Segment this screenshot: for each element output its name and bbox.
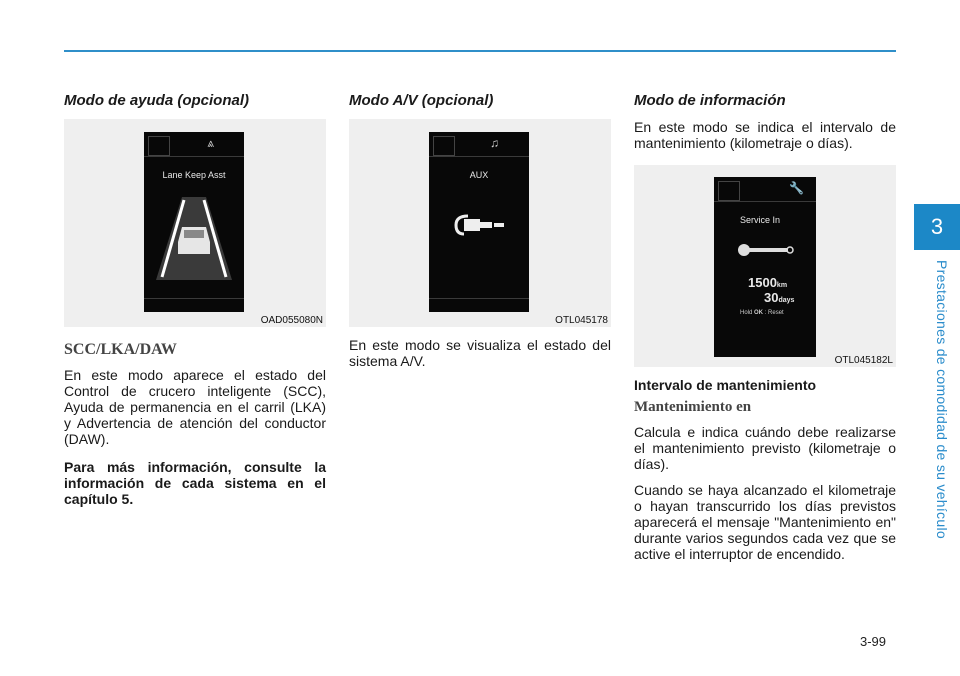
lane-assist-icon: ⩓ <box>207 136 214 150</box>
page-number: 3-99 <box>860 634 887 649</box>
column-info-mode <box>634 92 896 562</box>
km-value: 1500 <box>748 275 777 290</box>
cluster-screen <box>144 132 244 312</box>
chapter-number: 3 <box>930 214 944 239</box>
km-unit: km <box>776 282 788 289</box>
music-note-icon: ♫ <box>490 136 499 150</box>
screen-divider <box>144 156 244 157</box>
aux-plug-icon <box>454 210 506 240</box>
section-heading: Modo de ayuda (opcional) <box>64 92 250 109</box>
days-value: 30 <box>764 290 779 305</box>
subheading: SCC/LKA/DAW <box>64 341 177 358</box>
cluster-screen <box>714 177 816 357</box>
paragraph: Cuando se haya alcanzado el kilometraje o hayan transcurrido los días previstos aparecerá el mensaje "Mantenimiento en" durante varios segundos cada vez que se active el interruptor de encendido. <box>634 482 896 562</box>
figure-service <box>634 165 896 367</box>
hint-hold: Hold <box>740 310 753 316</box>
cluster-screen <box>429 132 529 312</box>
section-heading: Modo de información <box>634 92 786 109</box>
column-av-mode <box>349 92 611 369</box>
car-lanes-icon <box>144 192 244 282</box>
figure-label: OTL045182L <box>834 355 893 366</box>
figure-label: OTL045178 <box>555 315 608 326</box>
note-paragraph: Para más información, consulte la información de cada sistema en el capítulo 5. <box>64 459 326 507</box>
days-unit: days <box>778 297 795 304</box>
km-readout <box>748 275 787 290</box>
section-heading: Modo A/V (opcional) <box>349 92 494 109</box>
screen-divider <box>429 156 529 157</box>
reset-hint <box>740 310 784 316</box>
subheading-serif: Mantenimiento en <box>634 399 752 415</box>
figure-lane-keep <box>64 119 326 327</box>
wrench-icon: 🔧 <box>789 181 804 195</box>
screen-divider <box>429 298 529 299</box>
paragraph: Calcula e indica cuándo debe realizarse el mantenimiento previsto (kilometraje o días). <box>634 424 896 472</box>
chapter-tab <box>914 204 960 250</box>
intro-paragraph: En este modo se indica el intervalo de mantenimiento (kilometraje o días). <box>634 119 896 151</box>
screen-title: Service In <box>740 215 781 225</box>
paragraph: En este modo aparece el estado del Control de crucero inteligente (SCC), Ayuda de permanencia en el carril (LKA) y Advertencia de atención del conductor (DAW). <box>64 367 326 447</box>
screen-text: Lane Keep Asst <box>162 170 226 180</box>
screen-divider <box>144 298 244 299</box>
subheading: Intervalo de mantenimiento <box>634 377 817 393</box>
screen-square <box>148 136 170 156</box>
hint-ok: OK <box>754 310 764 316</box>
days-readout <box>764 290 794 305</box>
hint-reset: : Reset <box>764 310 784 316</box>
column-help-mode <box>64 92 326 507</box>
screen-divider <box>714 201 816 202</box>
paragraph: En este modo se visualiza el estado del sistema A/V. <box>349 337 611 369</box>
chapter-title: Prestaciones de comodidad de su vehículo <box>934 260 950 539</box>
top-rule <box>64 50 896 52</box>
screen-square <box>718 181 740 201</box>
spanner-icon <box>736 241 796 259</box>
screen-square <box>433 136 455 156</box>
screen-text: AUX <box>469 170 489 180</box>
figure-aux <box>349 119 611 327</box>
figure-label: OAD055080N <box>260 315 323 326</box>
